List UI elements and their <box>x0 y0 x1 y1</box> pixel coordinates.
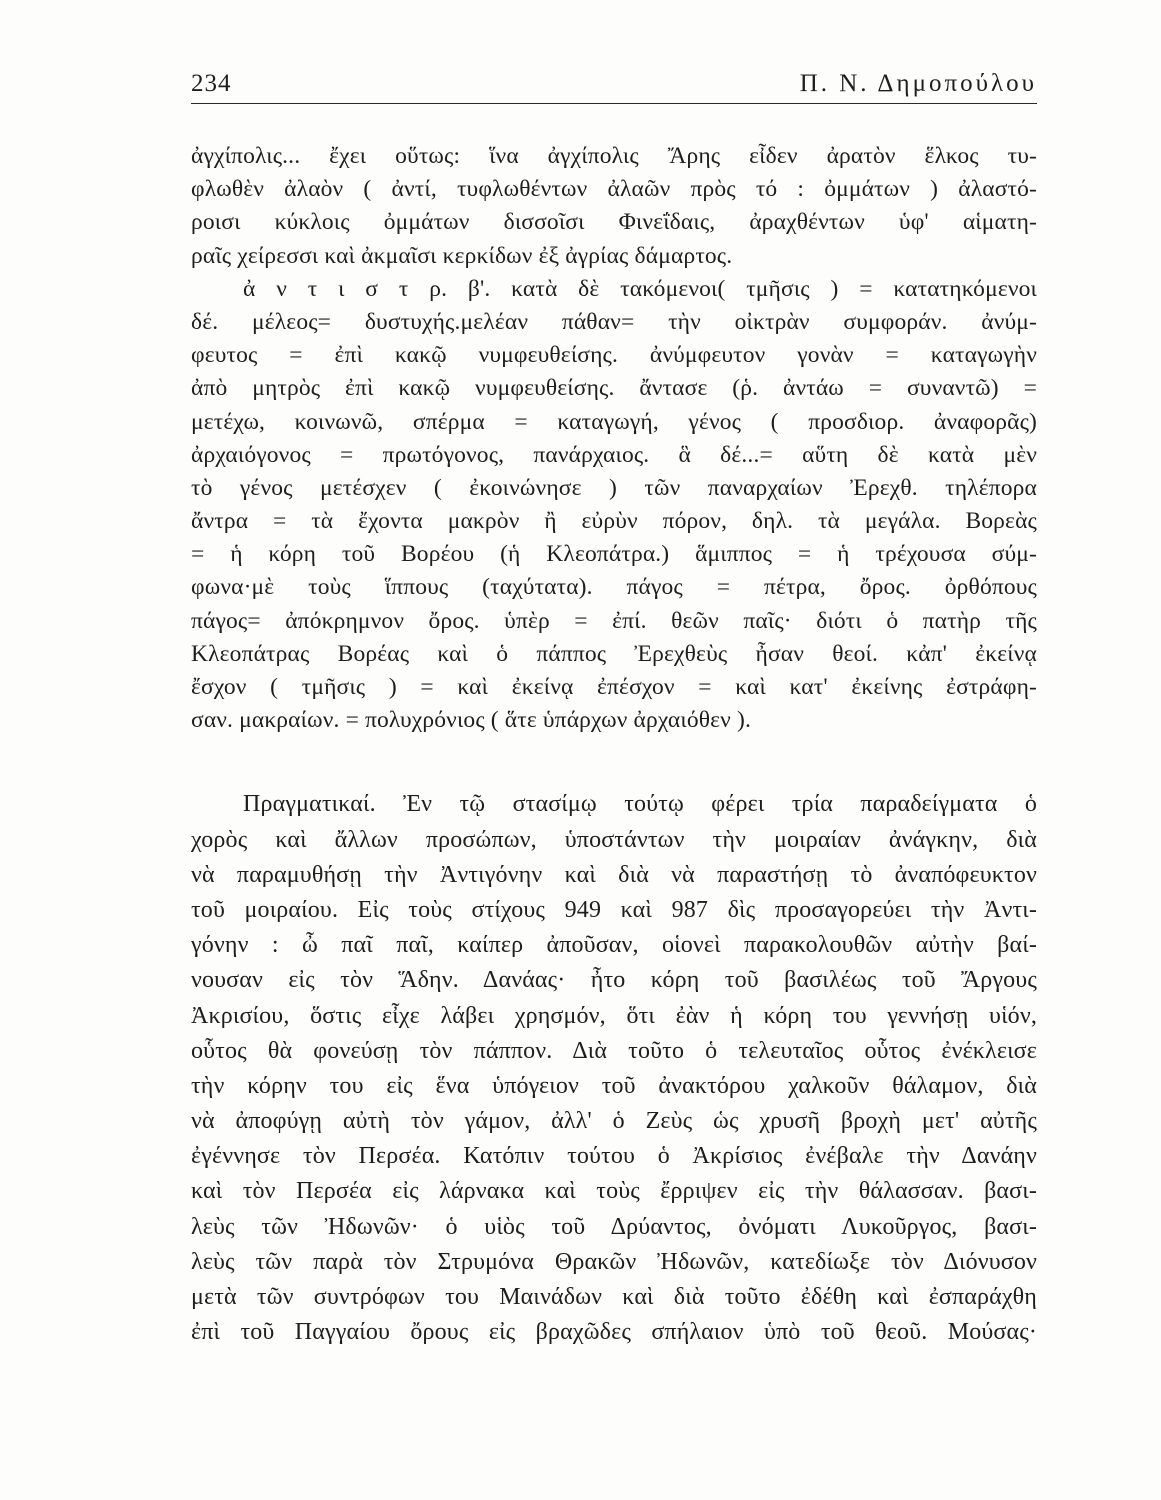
text-line: ἀπὸ μητρὸς ἐπὶ κακῷ νυμφευθείσης. ἄντασε (ῥ. ἀντάω = συναντῶ) = <box>191 375 1037 402</box>
text-line: λεὺς τῶν Ἠδωνῶν· ὁ υἱὸς τοῦ Δρύαντος, ὀνόματι Λυκοῦργος, βασι- <box>191 1213 1037 1240</box>
text-line: = ἡ κόρη τοῦ Βορέου (ἡ Κλεοπάτρα.) ἅμιππος = ἡ τρέχουσα σύμ- <box>191 541 1037 568</box>
page-number: 234 <box>191 70 232 97</box>
text-line: Πραγματικαί. Ἐν τῷ στασίμῳ τούτῳ φέρει τρία παραδείγματα ὁ <box>243 791 1037 818</box>
text-line: ἐγέννησε τὸν Περσέα. Κατόπιν τούτου ὁ Ἀκρίσιος ἐνέβαλε τὴν Δανάην <box>191 1143 1037 1170</box>
text-line: μετὰ τῶν συντρόφων του Μαινάδων καὶ διὰ τοῦτο ἐδέθη καὶ ἐσπαράχθη <box>191 1284 1037 1310</box>
text-line: ἄντρα = τὰ ἔχοντα μακρὸν ἢ εὐρὺν πόρον, δηλ. τὰ μεγάλα. Βορεὰς <box>191 508 1037 535</box>
text-line: τὸ γένος μετέσχεν ( ἐκοινώνησε ) τῶν παναρχαίων Ἐρεχθ. τηλέπορα <box>191 474 1037 501</box>
text-line: χορὸς καὶ ἄλλων προσώπων, ὑποστάντων τὴν μοιραίαν ἀνάγκην, διὰ <box>191 826 1037 853</box>
text-line: ραῖς χείρεσσι καὶ ἀκμαῖσι κερκίδων ἐξ ἀγρίας δάμαρτος. <box>191 242 733 269</box>
commentary-paragraph <box>191 140 1037 737</box>
text-line: νουσαν εἰς τὸν Ἅδην. Δανάας· ἦτο κόρη τοῦ βασιλέως τοῦ Ἄργους <box>191 967 1037 994</box>
text-line: ἔσχον ( τμῆσις ) = καὶ ἐκείνᾳ ἐπέσχον = καὶ κατ' ἐκείνης ἐστράφη- <box>191 674 1037 700</box>
text-line: γόνην : ὦ παῖ παῖ, καίπερ ἀποῦσαν, οἱονεὶ παρακολουθῶν αὐτὴν βαί- <box>191 932 1037 959</box>
text-line: μετέχω, κοινωνῶ, σπέρμα = καταγωγή, γένος ( προσδιορ. ἀναφορᾶς) <box>191 408 1037 435</box>
body-text <box>191 140 1037 1350</box>
text-line: φωνα·μὲ τοὺς ἵππους (ταχύτατα). πάγος = πέτρα, ὄρος. ὀρθόπους <box>191 574 1037 601</box>
text-line: λεὺς τῶν παρὰ τὸν Στρυμόνα Θρακῶν Ἠδωνῶν, κατεδίωξε τὸν Διόνυσον <box>191 1248 1037 1275</box>
text-line: φευτος = ἐπὶ κακῷ νυμφευθείσης. ἀνύμφευτον γονὰν = καταγωγὴν <box>191 342 1037 369</box>
text-line: τοῦ μοιραίου. Εἰς τοὺς στίχους 949 καὶ 987 δὶς προσαγορεύει τὴν Ἀντι- <box>191 896 1037 923</box>
text-line: σαν. μακραίων. = πολυχρόνιος ( ἅτε ὑπάρχων ἀρχαιόθεν ). <box>191 707 751 734</box>
text-line: νὰ παραμυθήσῃ τὴν Ἀντιγόνην καὶ διὰ νὰ παραστήσῃ τὸ ἀναπόφευκτον <box>191 861 1037 888</box>
text-line: ροισι κύκλοις ὀμμάτων δισσοῖσι Φινεΐδαις, ἀραχθέντων ὑφ' αἱματη- <box>191 209 1037 236</box>
text-line: ἐπὶ τοῦ Παγγαίου ὄρους εἰς βραχῶδες σπήλαιον ὑπὸ τοῦ θεοῦ. Μούσας· <box>191 1319 1037 1346</box>
text-line: Κλεοπάτρας Βορέας καὶ ὁ πάππος Ἐρεχθεὺς ἦσαν θεοί. κἀπ' ἐκείνᾳ <box>191 640 1037 667</box>
text-line: ἀ ν τ ι σ τ ρ. β'. κατὰ δὲ τακόμενοι( τμῆσις ) = κατατηκόμενοι <box>243 275 1037 302</box>
text-line: δέ. μέλεος= δυστυχής.μελέαν πάθαν= τὴν οἰκτρὰν συμφοράν. ἀνύμ- <box>191 308 1037 335</box>
pragmatikai-paragraph <box>191 787 1037 1350</box>
text-line: φλωθὲν ἀλαὸν ( ἀντί, τυφλωθέντων ἀλαῶν πρὸς τό : ὀμμάτων ) ἀλαστό- <box>191 176 1037 203</box>
page-header <box>191 70 1037 110</box>
text-line: ἀρχαιόγονος = πρωτόγονος, πανάρχαιος. ἃ δέ...= αὕτη δὲ κατὰ μὲν <box>191 441 1037 468</box>
text-line: τὴν κόρην του εἰς ἕνα ὑπόγειον τοῦ ἀνακτόρου χαλκοῦν θάλαμον, διὰ <box>191 1072 1037 1099</box>
text-line: νὰ ἀποφύγῃ αὐτὴ τὸν γάμον, ἀλλ' ὁ Ζεὺς ὡς χρυσῆ βροχὴ μετ' αὐτῆς <box>191 1108 1037 1135</box>
text-line: πάγος= ἀπόκρημνον ὄρος. ὑπὲρ = ἐπί. θεῶν παῖς· διότι ὁ πατὴρ τῆς <box>191 607 1037 634</box>
header-rule <box>191 103 1037 104</box>
text-line: οὗτος θὰ φονεύσῃ τὸν πάππον. Διὰ τοῦτο ὁ τελευταῖος οὗτος ἐνέκλεισε <box>191 1037 1037 1064</box>
text-line: Ἀκρισίου, ὅστις εἶχε λάβει χρησμόν, ὅτι ἐὰν ἡ κόρη του γεννήσῃ υἱόν, <box>191 1002 1037 1029</box>
text-line: καὶ τὸν Περσέα εἰς λάρνακα καὶ τοὺς ἔρριψεν εἰς τὴν θάλασσαν. βασι- <box>191 1178 1037 1205</box>
running-head: Π. Ν. Δημοπούλου <box>799 70 1037 97</box>
paragraph-gap <box>191 737 1037 787</box>
text-line: ἀγχίπολις... ἔχει οὕτως: ἵνα ἀγχίπολις Ἄρης εἶδεν ἀρατὸν ἕλκος τυ- <box>191 143 1037 169</box>
